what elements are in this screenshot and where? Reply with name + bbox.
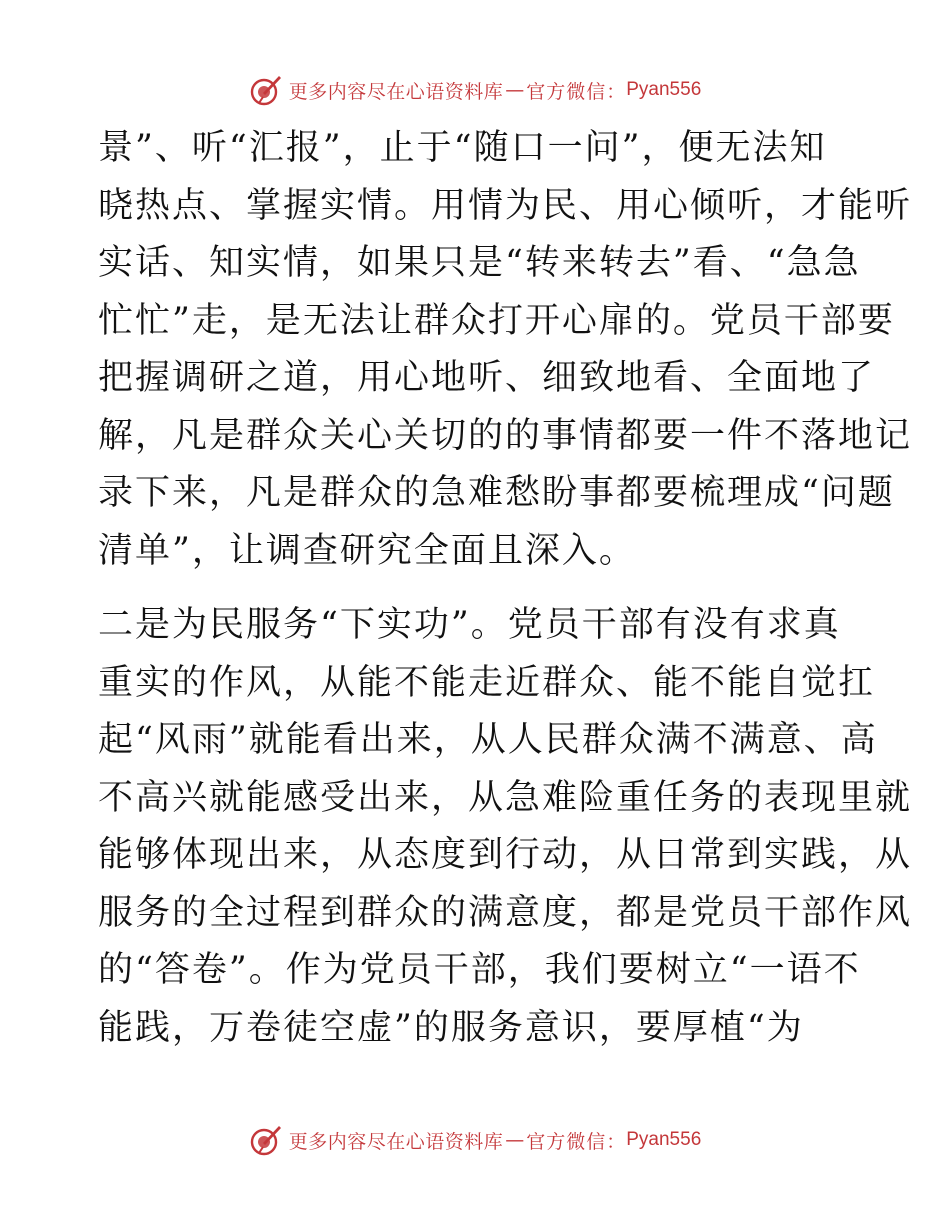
document-body: [98, 120, 913, 1057]
header-banner: [0, 70, 950, 110]
banner-official-label: 官方微信：: [526, 1130, 627, 1153]
text-line: 实话、知实情，如果只是“转来转去”看、“急急: [98, 243, 861, 283]
paragraph-1: [98, 120, 913, 580]
text-line: 清单”，让调查研究全面且深入。: [98, 530, 636, 571]
text-line: 重实的作风，从能不能走近群众、能不能自觉扛: [98, 662, 876, 703]
paragraph-2: [98, 597, 913, 1057]
text-line: 的“答卷”。作为党员干部，我们要树立“一语不: [98, 950, 861, 990]
text-line: 录下来，凡是群众的急难愁盼事都要梳理成“问题: [98, 473, 895, 513]
text-line: 忙忙”走，是无法让群众打开心扉的。党员干部要: [98, 300, 895, 341]
quill-pen-logo-icon: [249, 73, 283, 107]
footer-banner: [0, 1120, 950, 1160]
banner-wechat-id: Pyan556: [626, 79, 702, 100]
banner-official-label: 官方微信：: [526, 80, 627, 103]
text-line: 起“风雨”就能看出来，从人民群众满不满意、高: [98, 720, 878, 760]
text-line: 解，凡是群众关心关切的的事情都要一件不落地记: [98, 415, 913, 456]
quill-pen-logo-icon: [249, 1123, 283, 1157]
text-line: 能够体现出来，从态度到行动，从日常到实践，从: [98, 835, 913, 875]
banner-text: 更多内容尽在心语资料库: [288, 80, 504, 103]
banner-wechat-id: Pyan556: [626, 1129, 702, 1150]
banner-text: 更多内容尽在心语资料库: [288, 1130, 504, 1153]
text-line: 晓热点、掌握实情。用情为民、用心倾听，才能听: [98, 185, 913, 226]
banner-dash: —: [505, 1129, 525, 1151]
text-line: 把握调研之道，用心地听、细致地看、全面地了: [98, 358, 876, 398]
text-line: 不高兴就能感受出来，从急难险重任务的表现里就: [98, 777, 913, 818]
text-line: 服务的全过程到群众的满意度，都是党员干部作风: [98, 892, 913, 933]
banner-dash: —: [505, 79, 525, 101]
text-line: 能践，万卷徒空虚”的服务意识，要厚植“为: [98, 1007, 804, 1048]
text-line: 景”、听“汇报”，止于“随口一问”，便无法知: [98, 128, 827, 168]
text-line: 二是为民服务“下实功”。党员干部有没有求真: [98, 605, 841, 645]
